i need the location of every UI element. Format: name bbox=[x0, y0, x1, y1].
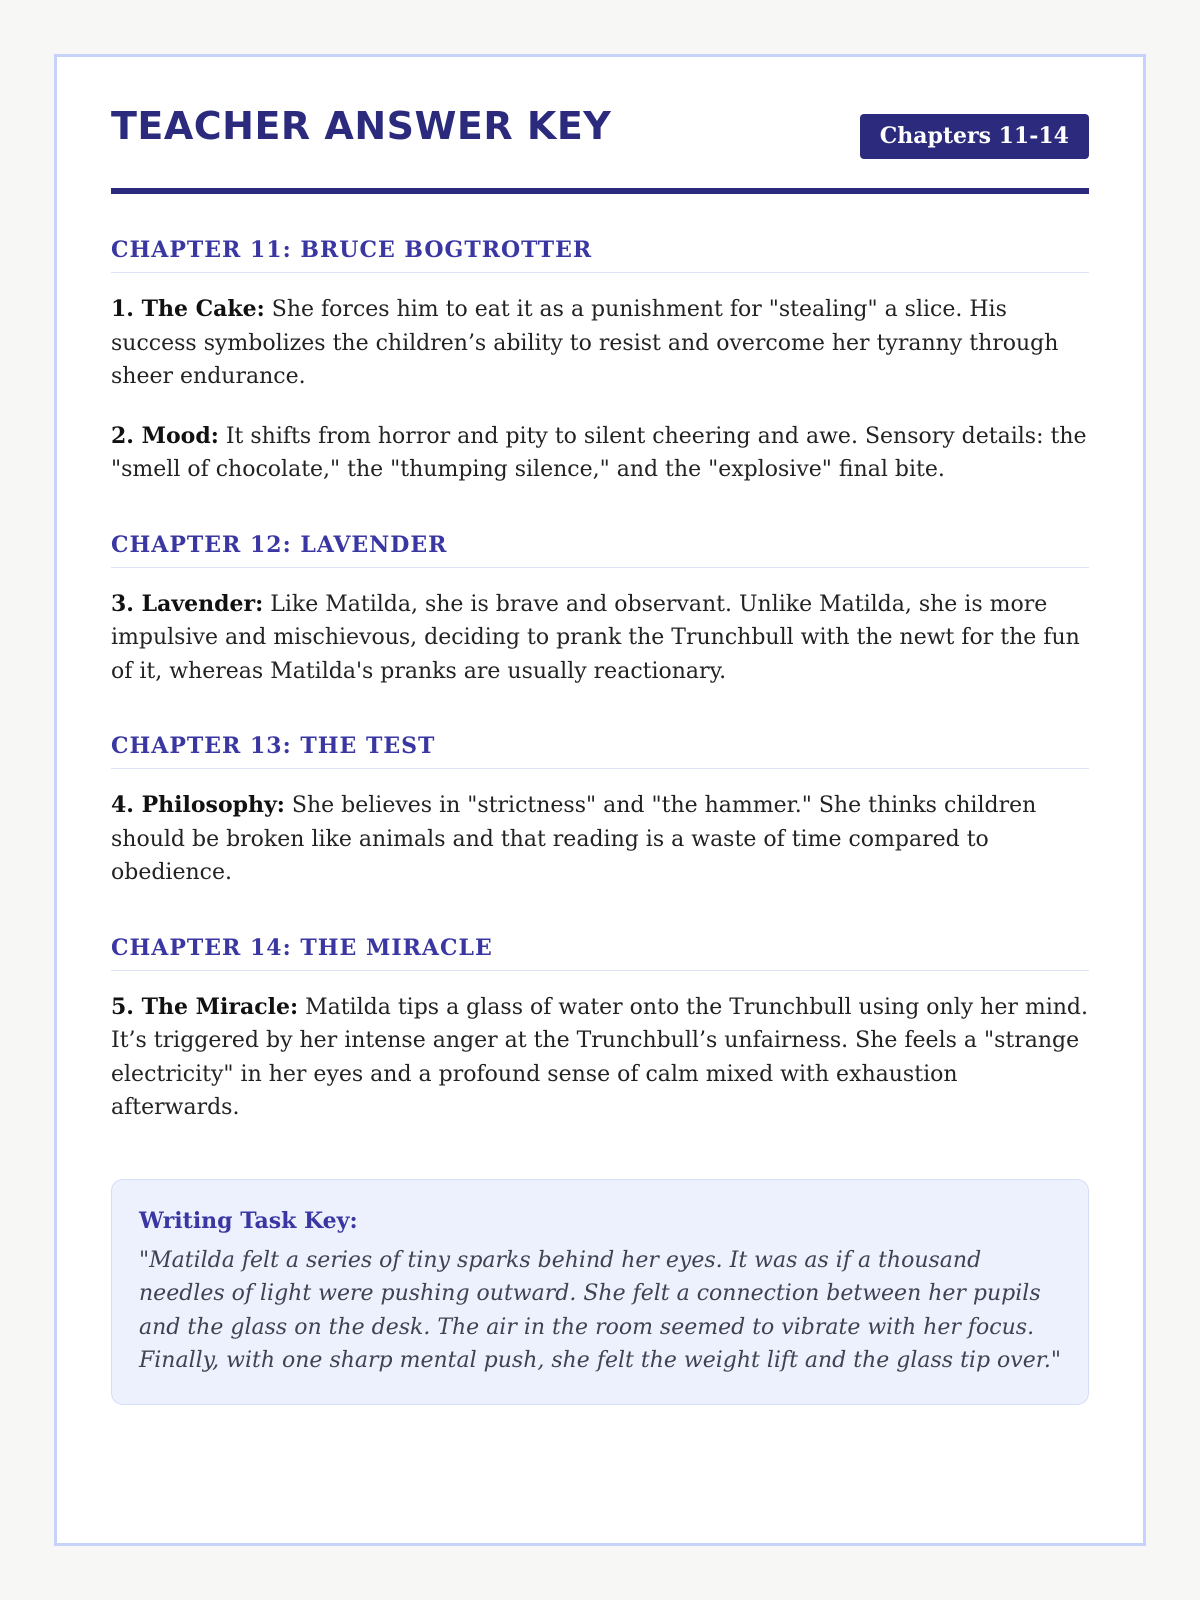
answer-item bbox=[111, 293, 1089, 394]
answer-item bbox=[111, 420, 1089, 487]
section-heading: CHAPTER 11: BRUCE BOGTROTTER bbox=[111, 236, 1089, 273]
section-chapter-12 bbox=[111, 531, 1089, 689]
writing-task-title: Writing Task Key: bbox=[139, 1207, 358, 1234]
section-chapter-13 bbox=[111, 732, 1089, 890]
answer-text: She forces him to eat it as a punishment for "stealing" a slice. His success symbolizes the children’s ability to resist and overcome her tyranny through sheer endurance. bbox=[111, 297, 1059, 389]
answer-label: 1. The Cake: bbox=[111, 296, 265, 322]
answer-label: 2. Mood: bbox=[111, 422, 219, 449]
answer-label: 3. Lavender: bbox=[111, 590, 264, 617]
answer-label: 5. The Miracle: bbox=[111, 993, 299, 1020]
answer-key-page bbox=[54, 54, 1146, 1546]
answer-text: Matilda tips a glass of water onto the Trunchbull using only her mind. It’s triggered by her intense anger at the Trunchbull’s unfairness. She feels a "strange electricity" in her eyes and a profound sense of calm mixed with exhaustion afterwards. bbox=[111, 994, 1088, 1120]
answer-item bbox=[111, 991, 1089, 1125]
section-chapter-11 bbox=[111, 236, 1089, 487]
section-heading: CHAPTER 14: THE MIRACLE bbox=[111, 934, 1089, 971]
page-header bbox=[111, 57, 1089, 194]
page-title: TEACHER ANSWER KEY bbox=[111, 104, 612, 148]
answer-text: It shifts from horror and pity to silent cheering and awe. Sensory details: the "smell of chocolate," the "thumping silence," and the "explosive" final bite. bbox=[111, 423, 1087, 482]
section-chapter-14 bbox=[111, 934, 1089, 1125]
section-heading: CHAPTER 12: LAVENDER bbox=[111, 531, 1089, 568]
answer-text: She believes in "strictness" and "the hammer." She thinks children should be broken like animals and that reading is a waste of time compared to obedience. bbox=[111, 793, 1037, 885]
answer-item bbox=[111, 588, 1089, 689]
chapters-badge: Chapters 11-14 bbox=[860, 114, 1089, 159]
page-content bbox=[111, 57, 1089, 1405]
answer-label: 4. Philosophy: bbox=[111, 792, 285, 818]
answer-item bbox=[111, 789, 1089, 890]
writing-task-text: "Matilda felt a series of tiny sparks behind her eyes. It was as if a thousand needles of light were pushing outward. She felt a connection between her pupils and the glass on the desk. The air in the room seemed to vibrate with her focus. Finally, with one sharp mental push, she felt the weight lift and the glass tip over." bbox=[139, 1247, 1061, 1373]
section-heading: CHAPTER 13: THE TEST bbox=[111, 732, 1089, 769]
answer-text: Like Matilda, she is brave and observant. Unlike Matilda, she is more impulsive and mischievous, deciding to prank the Trunchbull with the newt for the fun of it, whereas Matilda's pranks are usually reactionary. bbox=[111, 591, 1080, 684]
writing-task-box bbox=[111, 1179, 1089, 1405]
